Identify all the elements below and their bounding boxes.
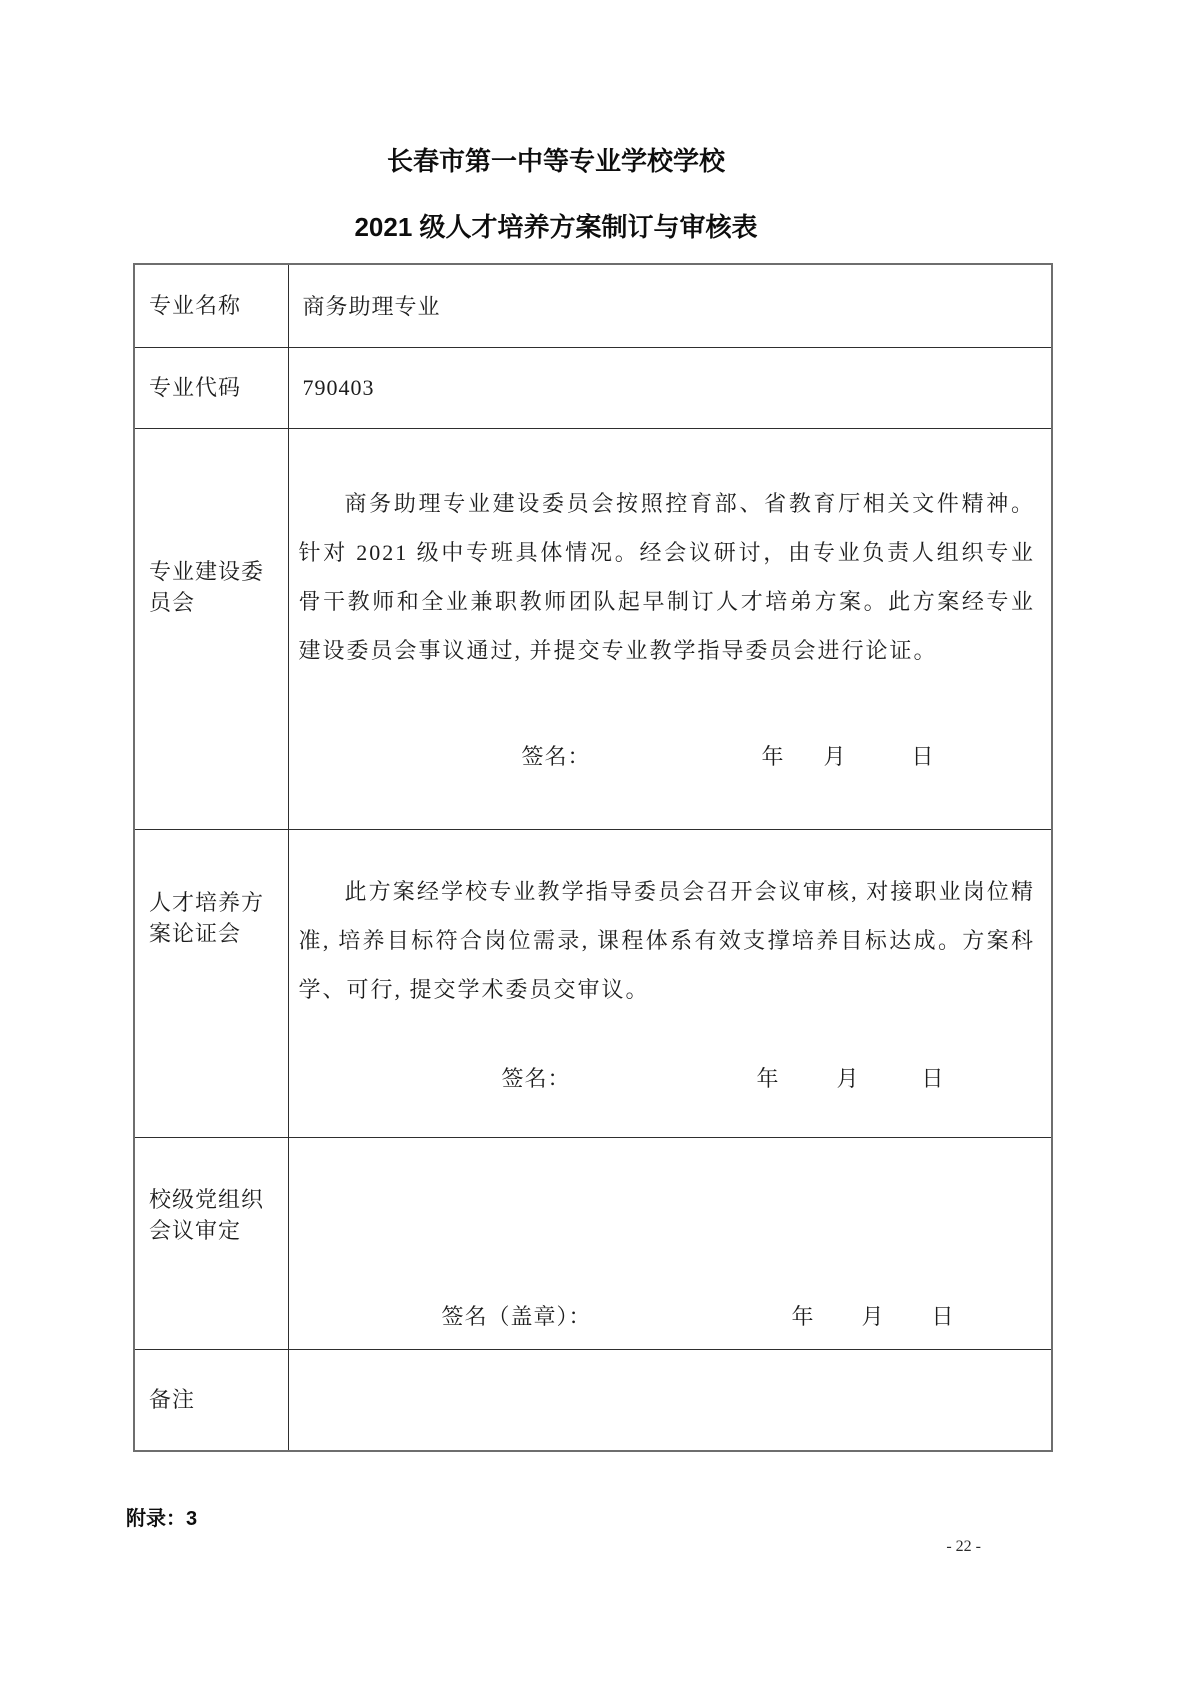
table-row	[134, 1137, 1052, 1349]
month-label: 月	[823, 743, 847, 769]
month-label: 月	[836, 1065, 860, 1091]
construction-committee-cell	[288, 428, 1052, 829]
page-number: - 22 -	[946, 1538, 981, 1555]
major-name-label: 专业名称	[134, 264, 288, 347]
year-label: 年	[761, 743, 785, 769]
table-row	[134, 264, 1052, 347]
day-label: 日	[921, 1065, 945, 1091]
doc-title: 长春市第一中等专业学校学校	[386, 146, 725, 176]
signature-line	[289, 1300, 1052, 1331]
doc-subtitle: 2021 级人才培养方案制订与审核表	[354, 212, 758, 242]
month-label: 月	[861, 1303, 885, 1329]
party-approval-label: 校级党组织会议审定	[134, 1137, 288, 1349]
day-label: 日	[931, 1303, 955, 1329]
remarks-label: 备注	[134, 1349, 288, 1451]
appendix-note: 附录：3	[126, 1508, 198, 1530]
signature-label: 签名：	[501, 1065, 571, 1091]
year-label: 年	[756, 1065, 780, 1091]
construction-committee-paragraph: 商务助理专业建设委员会按照控育部、省教育厅相关文件精神。针对 2021 级中专班具体情况。经会议研讨，由专业负责人组织专业骨干教师和全业兼职教师团队起早制订人才培弟方案。此方案经专业建设委员会事议通过, 并提交专业教学指导委员会进行论证。	[298, 490, 1035, 663]
table-row	[134, 347, 1052, 428]
day-label: 日	[911, 743, 935, 769]
signature-seal-label: 签名（盖章）：	[441, 1303, 592, 1329]
review-form-table-wrap	[133, 263, 1053, 1452]
review-meeting-paragraph: 此方案经学校专业教学指导委员会召开会议审核, 对接职业岗位精准, 培养目标符合岗位需录, 课程体系有效支撑培养目标达成。方案科学、可行, 提交学术委员交审议。	[298, 878, 1035, 1002]
remarks-value	[288, 1349, 1052, 1451]
table-row	[134, 829, 1052, 1137]
table-row	[134, 1349, 1052, 1451]
party-approval-cell	[288, 1137, 1052, 1349]
signature-line	[289, 740, 1052, 771]
review-form-table	[133, 263, 1053, 1452]
table-row	[134, 428, 1052, 829]
major-code-value: 790403	[288, 347, 1052, 428]
review-meeting-cell	[288, 829, 1052, 1137]
major-code-label: 专业代码	[134, 347, 288, 428]
year-label: 年	[791, 1303, 815, 1329]
construction-committee-label: 专业建设委员会	[134, 428, 288, 829]
signature-label: 签名：	[521, 743, 591, 769]
signature-line	[289, 1062, 1052, 1093]
review-meeting-label: 人才培养方案论证会	[134, 829, 288, 1137]
major-name-value: 商务助理专业	[288, 264, 1052, 347]
